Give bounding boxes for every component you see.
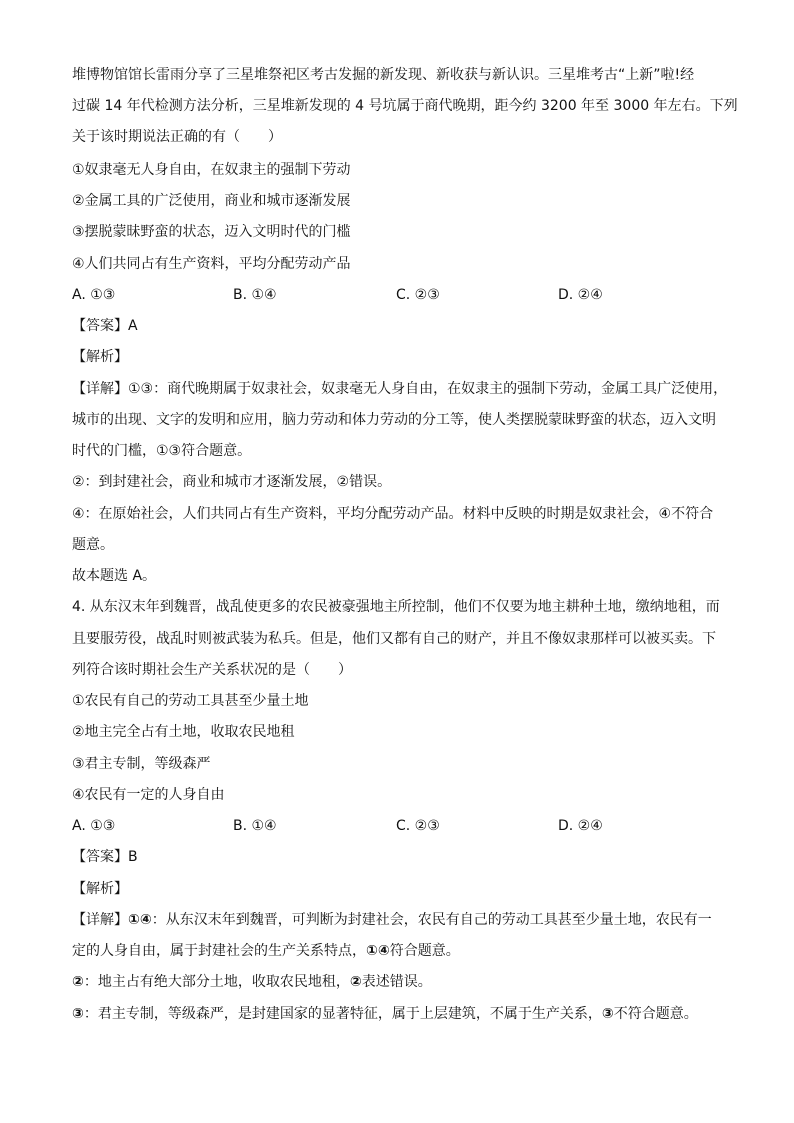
q4-detail-text: 定的人身自由，属于封建社会的生产关系特点， [72,943,366,959]
q4-item-2: ②地主完全占有土地，收取农民地租 [72,724,295,740]
q3-detail-line-2: 城市的出现、文字的发明和应用，脑力劳动和体力劳动的分工等，使人类摆脱蒙昧野蛮的状态，迈入文明 [72,412,716,428]
q4-detail-line-4 [72,1004,698,1024]
q3-detail-line-3: 时代的门槛，①③符合题意。 [72,443,252,459]
q4-stem-line-1: 4. 从东汉末年到魏晋，战乱使更多的农民被豪强地主所控制，他们不仅要为地主耕种土地，缴纳地租，而 [72,599,720,615]
q4-detail-marker: ② [72,974,84,990]
q4-detail-text: ：君主专制，等级森严，是封建国家的显著特征，属于上层建筑，不属于生产关系， [83,1006,602,1022]
q3-detail-line-5: ④：在原始社会，人们共同占有生产资料，平均分配劳动产品。材料中反映的时期是奴隶社会，④不符合 [72,506,714,522]
q4-detail-text: 不符合题意。 [613,1006,698,1022]
q4-detail-marker: ①④ [366,943,390,959]
q4-detail-text: ：地主占有绝大部分土地，收取农民地租， [83,974,350,990]
q4-option-b: B. ①④ [233,818,277,834]
q3-answer: 【答案】A [72,318,138,334]
q4-option-a: A. ①③ [72,818,116,834]
q3-detail-line-1: 【详解】①③：商代晚期属于奴隶社会，奴隶毫无人身自由，在奴隶主的强制下劳动，金属工具广泛使用， [72,381,728,397]
q3-option-a: A. ①③ [72,287,116,303]
q3-item-1: ①奴隶毫无人身自由，在奴隶主的强制下劳动 [72,162,351,178]
q4-item-4: ④农民有一定的人身自由 [72,787,225,803]
q4-option-c: C. ②③ [396,818,440,834]
q4-option-d: D. ②④ [558,818,603,834]
q3-option-b: B. ①④ [233,287,277,303]
q4-item-3: ③君主专制，等级森严 [72,756,211,772]
q3-item-3: ③摆脱蒙昧野蛮的状态，迈入文明时代的门槛 [72,224,351,240]
q3-detail-line-7: 故本题选 A。 [72,568,157,584]
q4-item-1: ①农民有自己的劳动工具甚至少量土地 [72,693,309,709]
q4-detail-text: ：从东汉末年到魏晋，可判断为封建社会，农民有自己的劳动工具甚至少量土地，农民有一 [151,912,712,928]
q3-item-4: ④人们共同占有生产资料，平均分配劳动产品 [72,256,351,272]
q4-detail-marker: ② [349,974,362,990]
q3-stem-line-2: 过碳 14 年代检测方法分析，三星堆新发现的 4 号坑属于商代晚期，距今约 3200 年至 3000 年左右。下列 [72,98,738,114]
q4-detail-prefix: 【详解】 [72,912,128,928]
q4-stem-line-3: 列符合该时期社会生产关系状况的是（ ） [72,662,352,678]
q3-detail-line-4: ②：到封建社会，商业和城市才逐渐发展，②错误。 [72,474,392,490]
q4-analysis-label: 【解析】 [72,881,128,897]
q3-detail-line-6: 题意。 [72,537,114,553]
q4-detail-marker: ③ [601,1006,614,1022]
q3-option-d: D. ②④ [558,287,603,303]
q3-item-2: ②金属工具的广泛使用，商业和城市逐渐发展 [72,193,351,209]
q4-detail-line-2 [72,941,460,961]
q3-option-c: C. ②③ [396,287,440,303]
q4-stem-line-2: 且要服劳役，战乱时则被武装为私兵。但是，他们又都有自己的财产，并且不像奴隶那样可以被买卖。下 [72,631,716,647]
q4-detail-marker: ③ [72,1006,84,1022]
q3-stem-line-1: 堆博物馆馆长雷雨分享了三星堆祭祀区考古发掘的新发现、新收获与新认识。三星堆考古“上新”啦!经 [72,67,695,83]
q4-detail-text: 符合题意。 [389,943,460,959]
q4-detail-line-3 [72,972,432,992]
q4-answer: 【答案】B [72,849,138,865]
q4-detail-marker: ①④ [128,912,152,928]
q4-detail-text: 表述错误。 [361,974,432,990]
q4-detail-line-1 [72,910,712,930]
q3-analysis-label: 【解析】 [72,349,128,365]
q3-stem-line-3: 关于该时期说法正确的有（ ） [72,129,282,145]
